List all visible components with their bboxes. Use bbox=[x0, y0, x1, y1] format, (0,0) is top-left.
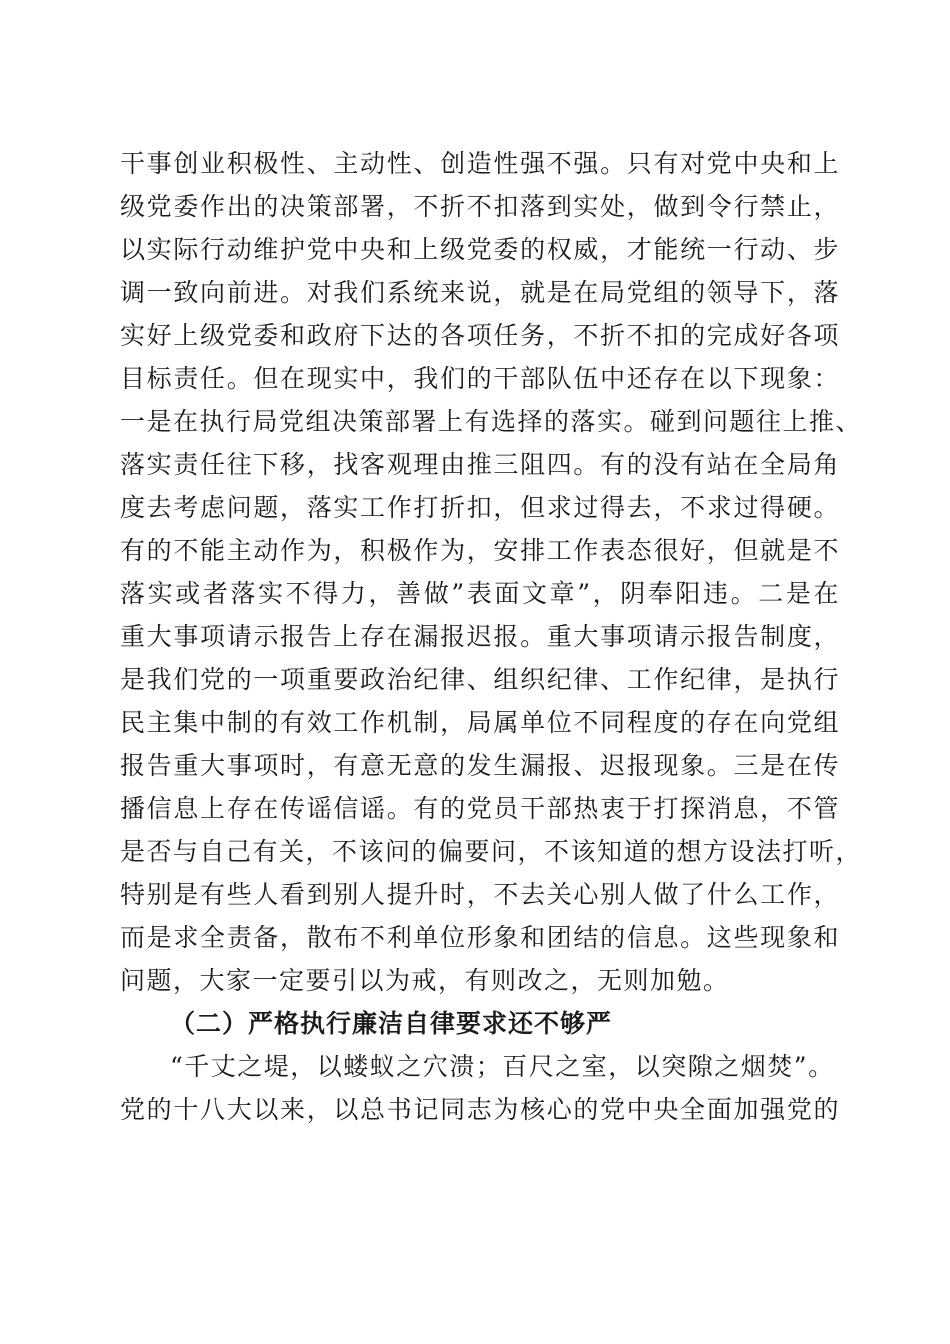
body-line: 一是在执行局党组决策部署上有选择的落实。碰到问题往上推、 bbox=[120, 407, 863, 436]
body-line: 民主集中制的有效工作机制，局属单位不同程度的存在向党组 bbox=[120, 708, 840, 737]
body-line: 是否与自己有关，不该问的偏要问，不该知道的想方设法打听， bbox=[120, 837, 863, 866]
document-body bbox=[120, 142, 863, 1131]
body-line: 落实责任往下移，找客观理由推三阻四。有的没有站在全局角 bbox=[120, 450, 840, 479]
body-line: 播信息上存在传谣信谣。有的党员干部热衷于打探消息，不管 bbox=[120, 794, 840, 823]
section-heading: （二）严格执行廉洁自律要求还不够严 bbox=[170, 1009, 613, 1038]
body-line: 以实际行动维护党中央和上级党委的权威，才能统一行动、步 bbox=[120, 235, 840, 264]
body-line: 而是求全责备，散布不利单位形象和团结的信息。这些现象和 bbox=[120, 923, 840, 952]
body-line: 落实或者落实不得力，善做”表面文章”，阴奉阳违。二是在 bbox=[120, 579, 840, 608]
body-line: 问题，大家一定要引以为戒，有则改之，无则加勉。 bbox=[120, 966, 730, 995]
body-line: 目标责任。但在现实中，我们的干部队伍中还存在以下现象： bbox=[120, 364, 840, 393]
body-line: 级党委作出的决策部署，不折不扣落到实处，做到令行禁止， bbox=[120, 192, 840, 221]
body-line: 实好上级党委和政府下达的各项任务，不折不扣的完成好各项 bbox=[120, 321, 840, 350]
body-line: 是我们党的一项重要政治纪律、组织纪律、工作纪律，是执行 bbox=[120, 665, 840, 694]
body-line: 有的不能主动作为，积极作为，安排工作表态很好，但就是不 bbox=[120, 536, 840, 565]
body-line: 调一致向前进。对我们系统来说，就是在局党组的领导下，落 bbox=[120, 278, 840, 307]
body-line: 重大事项请示报告上存在漏报迟报。重大事项请示报告制度， bbox=[120, 622, 840, 651]
body-line: 干事创业积极性、主动性、创造性强不强。只有对党中央和上 bbox=[120, 149, 840, 178]
body-line: 报告重大事项时，有意无意的发生漏报、迟报现象。三是在传 bbox=[120, 751, 840, 780]
body-line: 度去考虑问题，落实工作打折扣，但求过得去，不求过得硬。 bbox=[120, 493, 840, 522]
body-line: 党的十八大以来，以总书记同志为核心的党中央全面加强党的 bbox=[120, 1095, 840, 1124]
quote-line: “千丈之堤，以蝼蚁之穴溃；百尺之室，以突隙之烟焚”。 bbox=[170, 1052, 835, 1081]
body-line: 特别是有些人看到别人提升时，不去关心别人做了什么工作， bbox=[120, 880, 840, 909]
